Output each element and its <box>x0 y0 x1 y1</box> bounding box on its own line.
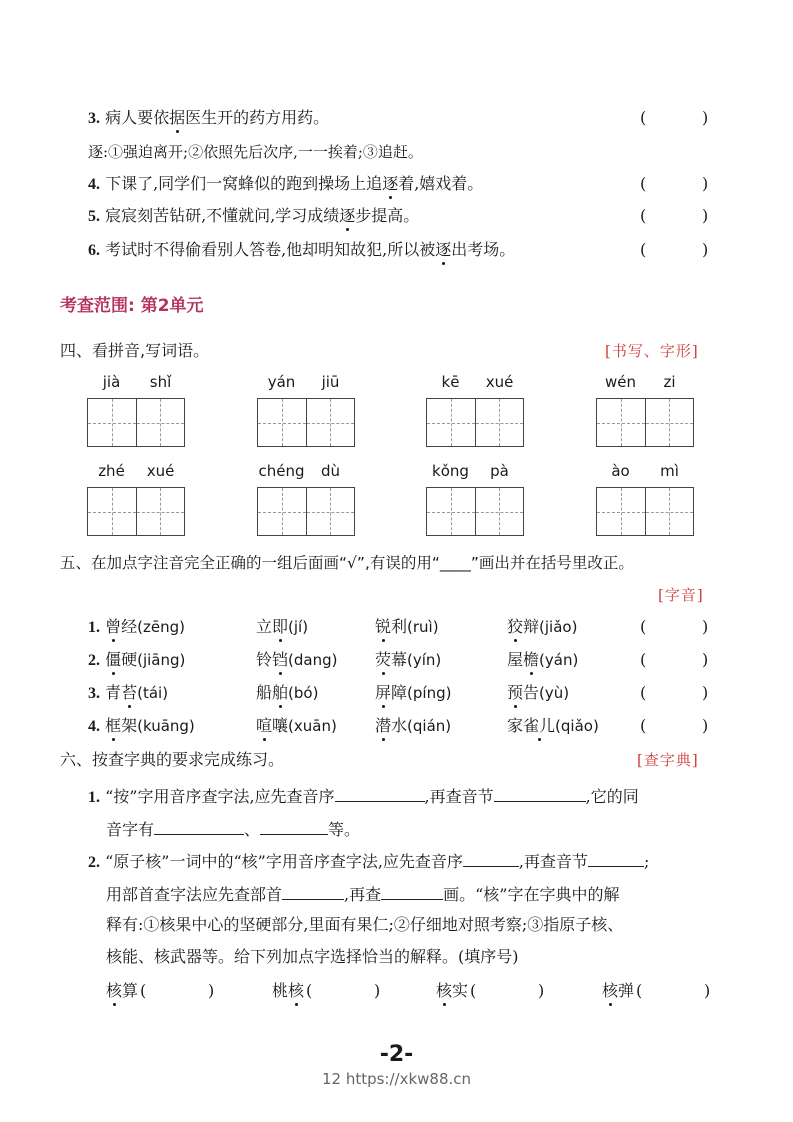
answer-pair: 核算 <box>106 981 139 1000</box>
skill-tag: [书写、字形] <box>605 342 699 360</box>
dotted-char: 逐 <box>435 240 452 259</box>
writing-boxes[interactable] <box>87 398 185 447</box>
writing-boxes[interactable] <box>257 398 355 447</box>
answer-paren-close: ) <box>702 683 709 702</box>
answer-blank[interactable] <box>463 850 519 867</box>
answer-blank[interactable] <box>381 883 443 900</box>
answer-paren-close: ) <box>702 650 709 669</box>
question-title: 六、按查字典的要求完成练习。 <box>60 750 285 769</box>
answer-paren-close: ) <box>702 240 709 259</box>
writing-boxes[interactable] <box>87 487 185 536</box>
pinyin-row: 3. 青苔(tái) <box>88 683 169 702</box>
answer-paren-open[interactable]: ( <box>640 174 647 193</box>
question-title: 四、看拼音,写词语。 <box>60 341 210 360</box>
dotted-char: 据 <box>169 108 186 127</box>
answer-blank[interactable] <box>494 785 586 802</box>
page-number: -2- <box>379 1042 414 1067</box>
answer-paren-close: ) <box>702 108 709 127</box>
skill-tag: [字音] <box>658 586 704 604</box>
pinyin-row: 1. 曾经(zēng) <box>88 617 185 636</box>
question-item: 6. 考试时不得偷看别人答卷,他却明知故犯,所以被逐出考场。 <box>88 240 516 259</box>
answer-paren-open[interactable]: ( <box>640 650 647 669</box>
question-item: 4. 下课了,同学们一窝蜂似的跑到操场上追逐着,嬉戏着。 <box>88 174 484 193</box>
pinyin-row: 4. 框架(kuāng) <box>88 716 195 735</box>
dictionary-item-1: 1. “按”字用音序查字法,应先查音序 ,再查音节 ,它的同 <box>88 787 639 806</box>
answer-paren-close: ) <box>704 981 711 1000</box>
dotted-char: 逐 <box>339 206 356 225</box>
answer-paren-close: ) <box>702 716 709 735</box>
writing-boxes[interactable] <box>596 398 694 447</box>
answer-blank[interactable] <box>335 785 425 802</box>
answer-pair: 核实 <box>436 981 469 1000</box>
skill-tag: [查字典] <box>637 751 699 769</box>
definition-line: 逐:①强迫离开;②依照先后次序,一一挨着;③追赶。 <box>88 143 423 161</box>
answer-blank[interactable] <box>260 818 328 835</box>
unit-header: 考查范围: 第2单元 <box>60 296 204 316</box>
answer-paren-close: ) <box>702 174 709 193</box>
answer-paren-open[interactable]: ( <box>640 240 647 259</box>
answer-paren-open[interactable]: ( <box>470 981 477 1000</box>
writing-boxes[interactable] <box>257 487 355 536</box>
answer-paren-close: ) <box>374 981 381 1000</box>
answer-blank[interactable] <box>154 818 244 835</box>
answer-paren-open[interactable]: ( <box>640 206 647 225</box>
dictionary-item-2: 2. “原子核”一词中的“核”字用音序查字法,应先查音序 ,再查音节 ; <box>88 852 650 871</box>
answer-paren-close: ) <box>208 981 215 1000</box>
answer-pair: 核弹 <box>602 981 635 1000</box>
question-title: 五、在加点字注音完全正确的一组后面画“√”,有误的用“____”画出并在括号里改正。 <box>60 554 634 572</box>
answer-paren-close: ) <box>538 981 545 1000</box>
answer-paren-open[interactable]: ( <box>640 108 647 127</box>
answer-paren-open[interactable]: ( <box>636 981 643 1000</box>
answer-paren-close: ) <box>702 206 709 225</box>
answer-blank[interactable] <box>282 883 344 900</box>
dotted-char: 逐 <box>382 174 399 193</box>
pinyin-row: 2. 僵硬(jiāng) <box>88 650 186 669</box>
answer-paren-close: ) <box>702 617 709 636</box>
answer-blank[interactable] <box>588 850 644 867</box>
writing-boxes[interactable] <box>426 487 524 536</box>
question-item: 5. 宸宸刻苦钻研,不懂就问,学习成绩逐步提高。 <box>88 206 420 225</box>
answer-paren-open[interactable]: ( <box>640 683 647 702</box>
writing-boxes[interactable] <box>596 487 694 536</box>
question-item: 3. 病人要依据医生开的药方用药。 <box>88 108 330 127</box>
answer-paren-open[interactable]: ( <box>306 981 313 1000</box>
answer-paren-open[interactable]: ( <box>640 716 647 735</box>
answer-paren-open[interactable]: ( <box>140 981 147 1000</box>
writing-boxes[interactable] <box>426 398 524 447</box>
answer-paren-open[interactable]: ( <box>640 617 647 636</box>
answer-pair: 桃核 <box>272 981 305 1000</box>
watermark: 12 https://xkw88.cn <box>321 1070 472 1088</box>
